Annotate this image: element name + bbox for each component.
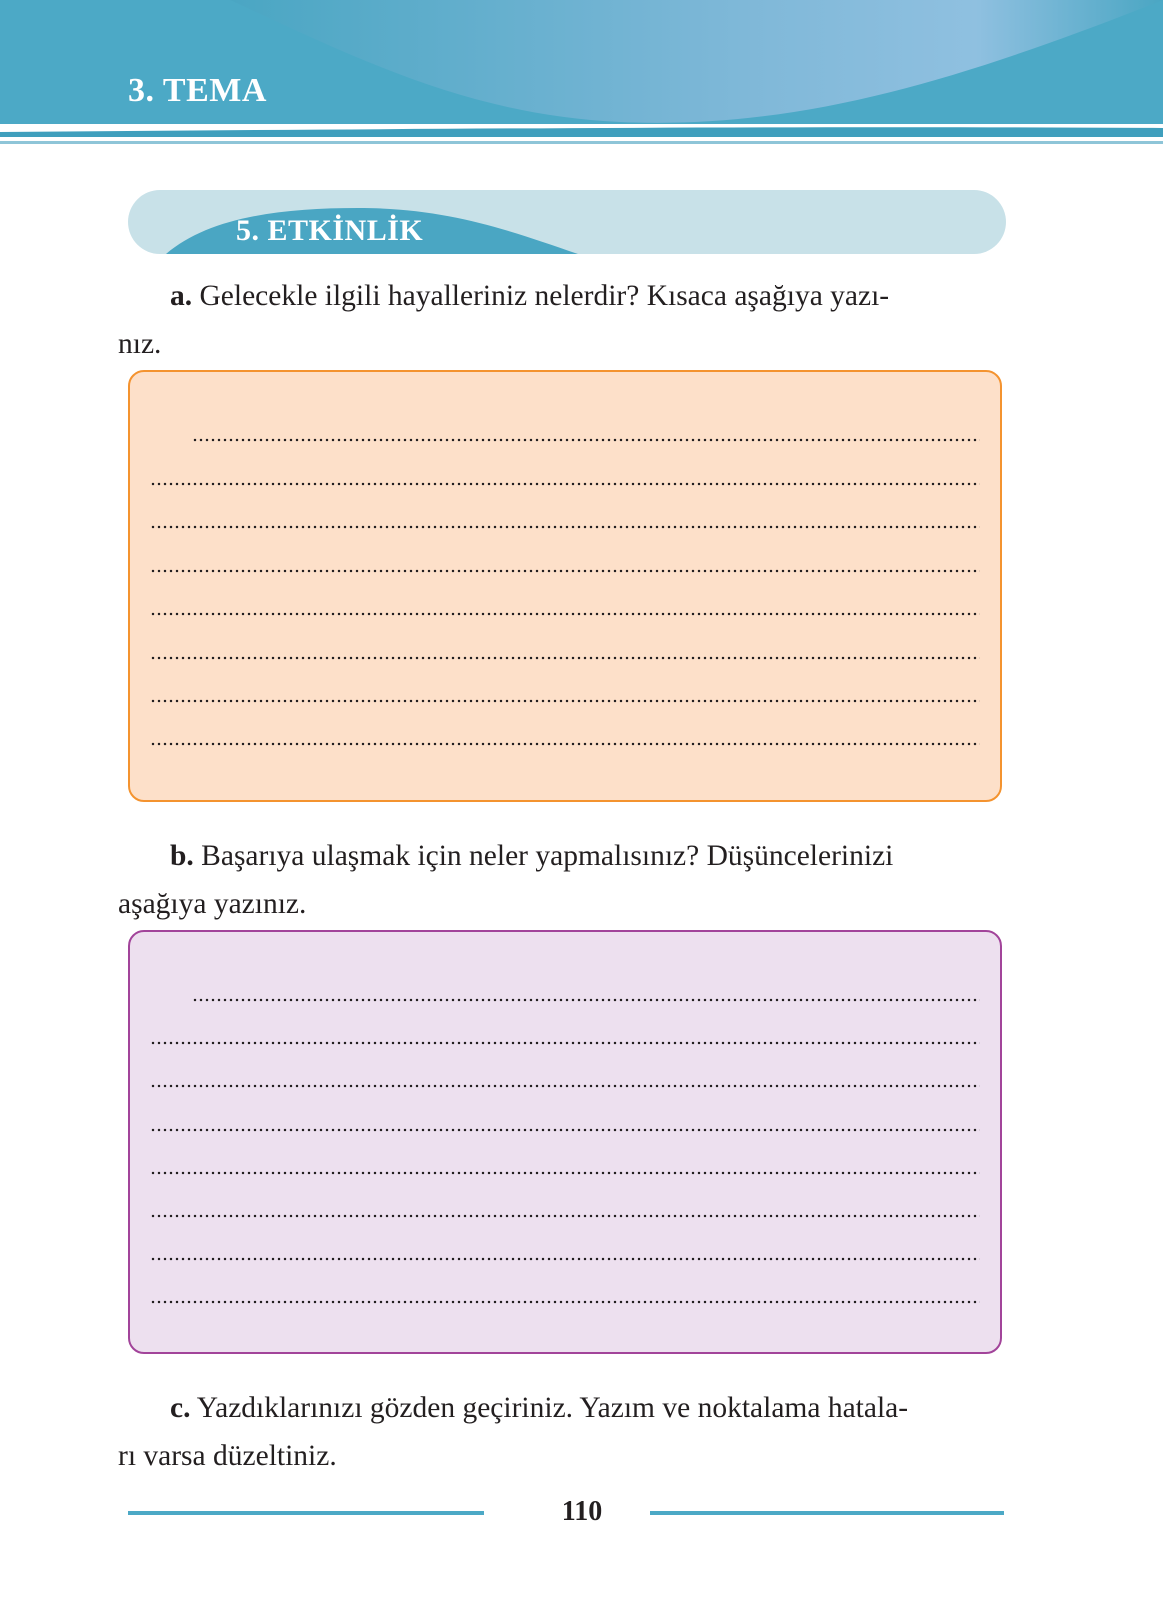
question-text: Yazdıklarınızı gözden geçiriniz. Yazım ve noktalama hatala- <box>196 1392 909 1424</box>
answer-line <box>150 1300 980 1304</box>
answer-line <box>150 1257 980 1261</box>
answer-line <box>150 1214 980 1218</box>
answer-box-a[interactable] <box>128 370 1002 802</box>
answer-line <box>150 569 980 573</box>
activity-title: 5. ETKİNLİK <box>236 214 424 247</box>
question-letter: a. <box>170 280 193 312</box>
answer-line <box>192 998 980 1002</box>
answer-line <box>150 1084 980 1088</box>
answer-line <box>150 699 980 703</box>
answer-line <box>150 525 980 529</box>
activity-header <box>128 190 1006 254</box>
question-text-continued: rı varsa düzeltiniz. <box>118 1440 337 1472</box>
question-letter: c. <box>170 1392 191 1424</box>
question-text: Gelecekle ilgili hayalleriniz nelerdir? Kısaca aşağıya yazı- <box>199 280 890 312</box>
question-c <box>118 1384 1008 1480</box>
question-text: Başarıya ulaşmak için neler yapmalısınız? Düşüncelerinizi <box>201 840 894 872</box>
answer-line <box>150 612 980 616</box>
question-text-continued: aşağıya yazınız. <box>118 888 307 920</box>
page-number: 110 <box>561 1496 603 1527</box>
question-a <box>118 272 1008 368</box>
theme-title: 3. TEMA <box>128 72 267 109</box>
answer-line <box>150 1128 980 1132</box>
answer-line <box>150 482 980 486</box>
answer-line <box>150 1041 980 1045</box>
footer-rule-right <box>650 1511 1004 1515</box>
answer-line <box>150 1171 980 1175</box>
footer-rule-left <box>128 1511 484 1515</box>
answer-box-b[interactable] <box>128 930 1002 1354</box>
answer-line <box>150 742 980 746</box>
answer-line <box>192 438 980 442</box>
question-letter: b. <box>170 840 194 872</box>
page-header <box>0 0 1163 150</box>
question-b <box>118 832 1008 928</box>
answer-line <box>150 656 980 660</box>
question-text-continued: nız. <box>118 328 162 360</box>
